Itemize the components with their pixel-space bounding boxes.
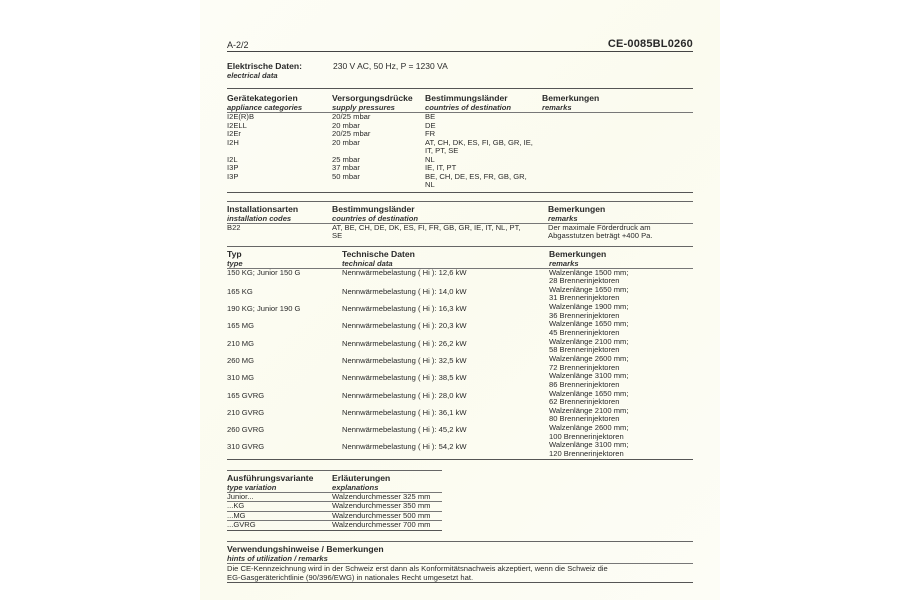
cell: Abgasstutzen beträgt +400 Pa. bbox=[548, 231, 653, 240]
cell: 165 GVRG bbox=[227, 390, 265, 400]
col-header: Bemerkungen bbox=[548, 203, 606, 214]
col-header: Typ bbox=[227, 248, 242, 259]
col-header-en: supply pressures bbox=[332, 103, 395, 112]
cell: IT, PT, SE bbox=[425, 146, 459, 155]
usage-text: Die CE-Kennzeichnung wird in der Schweiz erst dann als Konformitätsnachweis akzeptiert, wenn die Schweiz die bbox=[227, 563, 608, 573]
cell: Nennwärmebelastung ( Hi ): 36,1 kW bbox=[342, 407, 467, 417]
cell: 36 Brennerinjektoren bbox=[549, 310, 620, 320]
types-table bbox=[227, 246, 693, 460]
types-body bbox=[227, 269, 693, 460]
variants-header bbox=[227, 473, 442, 493]
cell: 25 mbar bbox=[332, 154, 360, 164]
col-header-en: type variation bbox=[227, 482, 277, 492]
cell: NL bbox=[425, 180, 435, 189]
cell: Nennwärmebelastung ( Hi ): 54,2 kW bbox=[342, 442, 467, 452]
cell: I3P bbox=[227, 171, 239, 181]
cell: IE, IT, PT bbox=[425, 163, 457, 172]
cell: 20/25 mbar bbox=[332, 129, 371, 138]
cell: 100 Brennerinjektoren bbox=[549, 431, 624, 441]
table-row bbox=[227, 424, 693, 441]
table-row bbox=[227, 320, 693, 337]
cell: Nennwärmebelastung ( Hi ): 26,2 kW bbox=[342, 338, 467, 348]
cell: Walzendurchmesser 700 mm bbox=[332, 520, 431, 530]
col-header-en: installation codes bbox=[227, 213, 292, 223]
remark-cell bbox=[549, 407, 693, 424]
remark-cell bbox=[549, 441, 693, 458]
page-header bbox=[227, 36, 693, 52]
cell: 150 KG; Junior 150 G bbox=[227, 267, 301, 277]
cell: ...KG bbox=[227, 501, 245, 511]
cell: I2E(R)B bbox=[227, 112, 255, 121]
col-header-en: remarks bbox=[549, 258, 579, 268]
installation-table bbox=[227, 201, 693, 245]
electrical-label: Elektrische Daten: bbox=[227, 61, 302, 71]
cell: 72 Brennerinjektoren bbox=[549, 362, 620, 372]
cell: Der maximale Förderdruck am bbox=[548, 222, 651, 232]
cell: ...GVRG bbox=[227, 520, 256, 530]
cell: 31 Brennerinjektoren bbox=[549, 293, 620, 303]
cell: 210 MG bbox=[227, 338, 255, 348]
table-row bbox=[227, 441, 693, 458]
remark-cell bbox=[549, 338, 693, 355]
cell: BE bbox=[425, 112, 436, 121]
cell: Walzenlänge 2100 mm; bbox=[549, 405, 629, 415]
cell: 45 Brennerinjektoren bbox=[549, 327, 620, 337]
col-header: Bestimmungsländer bbox=[425, 93, 508, 103]
table-row bbox=[227, 372, 693, 389]
table-row bbox=[227, 303, 693, 320]
usage-text: EG-Gasgeräterichtlinie (90/396/EWG) in nationales Recht umgesetzt hat. bbox=[227, 572, 474, 582]
remark-cell bbox=[549, 286, 693, 303]
remark-cell bbox=[549, 372, 693, 389]
cell: 310 MG bbox=[227, 373, 255, 383]
col-header-en: countries of destination bbox=[425, 103, 512, 112]
cell: 20/25 mbar bbox=[332, 112, 371, 121]
table-row bbox=[227, 224, 693, 245]
table-row bbox=[227, 286, 693, 303]
cell: BE, CH, DE, ES, FR, GB, GR, bbox=[425, 171, 527, 181]
cell: 37 mbar bbox=[332, 163, 360, 172]
remark-cell bbox=[549, 320, 693, 337]
variants-table bbox=[227, 470, 442, 531]
table-row bbox=[227, 269, 693, 286]
col-header: Bemerkungen bbox=[549, 248, 607, 259]
cell: Nennwärmebelastung ( Hi ): 32,5 kW bbox=[342, 355, 467, 365]
cell: NL bbox=[425, 154, 435, 164]
cell: 165 MG bbox=[227, 321, 255, 331]
col-header: Bestimmungsländer bbox=[332, 203, 415, 214]
cell: Walzenlänge 1650 mm; bbox=[549, 319, 629, 329]
cell: 28 Brennerinjektoren bbox=[549, 276, 620, 286]
cell: AT, CH, DK, ES, FI, GB, GR, IE, bbox=[425, 137, 533, 147]
usage-title-en: hints of utilization / remarks bbox=[227, 554, 693, 564]
cell: 58 Brennerinjektoren bbox=[549, 345, 620, 355]
cell: Walzenlänge 3100 mm; bbox=[549, 440, 629, 450]
electrical-data bbox=[227, 61, 693, 89]
col-header-en: remarks bbox=[548, 213, 578, 223]
cell: Nennwärmebelastung ( Hi ): 20,3 kW bbox=[342, 321, 467, 331]
table-row bbox=[227, 122, 693, 131]
cell: I2H bbox=[227, 137, 239, 147]
cell: I3P bbox=[227, 163, 239, 172]
cell: Walzenlänge 2100 mm; bbox=[549, 336, 629, 346]
cell: ...MG bbox=[227, 510, 246, 520]
table-row bbox=[227, 355, 693, 372]
cell: 20 mbar bbox=[332, 120, 360, 130]
remark-cell bbox=[549, 269, 693, 286]
cell: Walzenlänge 2600 mm; bbox=[549, 423, 629, 433]
cell: Walzenlänge 1650 mm; bbox=[549, 388, 629, 398]
cell: Nennwärmebelastung ( Hi ): 45,2 kW bbox=[342, 425, 467, 435]
cell: AT, BE, CH, DE, DK, ES, FI, FR, GB, GR, IE, IT, NL, PT, bbox=[332, 222, 521, 232]
document-page bbox=[200, 0, 720, 600]
remark-cell bbox=[549, 390, 693, 407]
cell: DE bbox=[425, 120, 436, 130]
types-header bbox=[227, 249, 693, 269]
cell: I2L bbox=[227, 154, 238, 164]
col-header: Gerätekategorien bbox=[227, 93, 298, 103]
installation-header bbox=[227, 204, 693, 224]
usage-title: Verwendungshinweise / Bemerkungen bbox=[227, 543, 384, 554]
remark-cell bbox=[549, 355, 693, 372]
cell: 310 GVRG bbox=[227, 442, 265, 452]
cell: Walzenlänge 3100 mm; bbox=[549, 371, 629, 381]
cell: 260 MG bbox=[227, 355, 255, 365]
categories-table bbox=[227, 93, 693, 193]
table-row bbox=[227, 390, 693, 407]
col-header-en: explanations bbox=[332, 482, 379, 492]
usage-notes bbox=[227, 541, 693, 583]
table-row bbox=[227, 173, 693, 190]
cell: Nennwärmebelastung ( Hi ): 16,3 kW bbox=[342, 304, 467, 314]
page-reference: A-2/2 bbox=[227, 40, 249, 50]
cell: 190 KG; Junior 190 G bbox=[227, 304, 301, 314]
remark-cell bbox=[549, 424, 693, 441]
col-header: Bemerkungen bbox=[542, 93, 600, 103]
cell: Walzendurchmesser 325 mm bbox=[332, 491, 431, 501]
col-header-en: type bbox=[227, 258, 243, 268]
electrical-value: 230 V AC, 50 Hz, P = 1230 VA bbox=[333, 61, 448, 71]
cell: Junior... bbox=[227, 491, 254, 501]
cell: 50 mbar bbox=[332, 171, 360, 181]
cell: 210 GVRG bbox=[227, 407, 265, 417]
cell: FR bbox=[425, 129, 436, 138]
col-header: Technische Daten bbox=[342, 248, 415, 259]
table-row bbox=[227, 139, 693, 156]
cell: Walzenlänge 1650 mm; bbox=[549, 284, 629, 294]
cell: I2ELL bbox=[227, 120, 247, 130]
remark-cell bbox=[549, 303, 693, 320]
cell: 165 KG bbox=[227, 286, 253, 296]
cell: 62 Brennerinjektoren bbox=[549, 397, 620, 407]
table-row bbox=[227, 407, 693, 424]
categories-header bbox=[227, 93, 693, 113]
cell: Walzenlänge 1500 mm; bbox=[549, 267, 629, 277]
cell: Nennwärmebelastung ( Hi ): 38,5 kW bbox=[342, 373, 467, 383]
cell: Nennwärmebelastung ( Hi ): 14,0 kW bbox=[342, 286, 467, 296]
col-header: Installationsarten bbox=[227, 203, 299, 214]
table-row bbox=[227, 113, 693, 122]
col-header-en: appliance categories bbox=[227, 103, 303, 112]
cell: Walzenlänge 2600 mm; bbox=[549, 353, 629, 363]
col-header: Ausführungsvariante bbox=[227, 472, 314, 483]
col-header: Erläuterungen bbox=[332, 472, 391, 483]
col-header: Versorgungsdrücke bbox=[332, 93, 413, 103]
table-row bbox=[227, 338, 693, 355]
cell: 120 Brennerinjektoren bbox=[549, 449, 624, 459]
cell: Walzendurchmesser 350 mm bbox=[332, 501, 431, 511]
cell: 80 Brennerinjektoren bbox=[549, 414, 620, 424]
col-header-en: countries of destination bbox=[332, 213, 419, 223]
table-row bbox=[227, 521, 442, 531]
cell: 20 mbar bbox=[332, 137, 360, 147]
cell: SE bbox=[332, 231, 343, 240]
cell: 260 GVRG bbox=[227, 425, 265, 435]
document-content bbox=[227, 36, 693, 583]
cell: Walzendurchmesser 500 mm bbox=[332, 510, 431, 520]
cell: I2Er bbox=[227, 129, 241, 138]
electrical-label-en: electrical data bbox=[227, 71, 278, 80]
cell: Nennwärmebelastung ( Hi ): 12,6 kW bbox=[342, 267, 467, 277]
col-header-en: remarks bbox=[542, 103, 572, 112]
cell: Nennwärmebelastung ( Hi ): 28,0 kW bbox=[342, 390, 467, 400]
cell: Walzenlänge 1900 mm; bbox=[549, 302, 629, 312]
document-id: CE-0085BL0260 bbox=[607, 38, 693, 50]
cell: B22 bbox=[227, 222, 241, 232]
col-header-en: technical data bbox=[342, 258, 393, 268]
cell: 86 Brennerinjektoren bbox=[549, 379, 620, 389]
table-row bbox=[227, 156, 693, 165]
